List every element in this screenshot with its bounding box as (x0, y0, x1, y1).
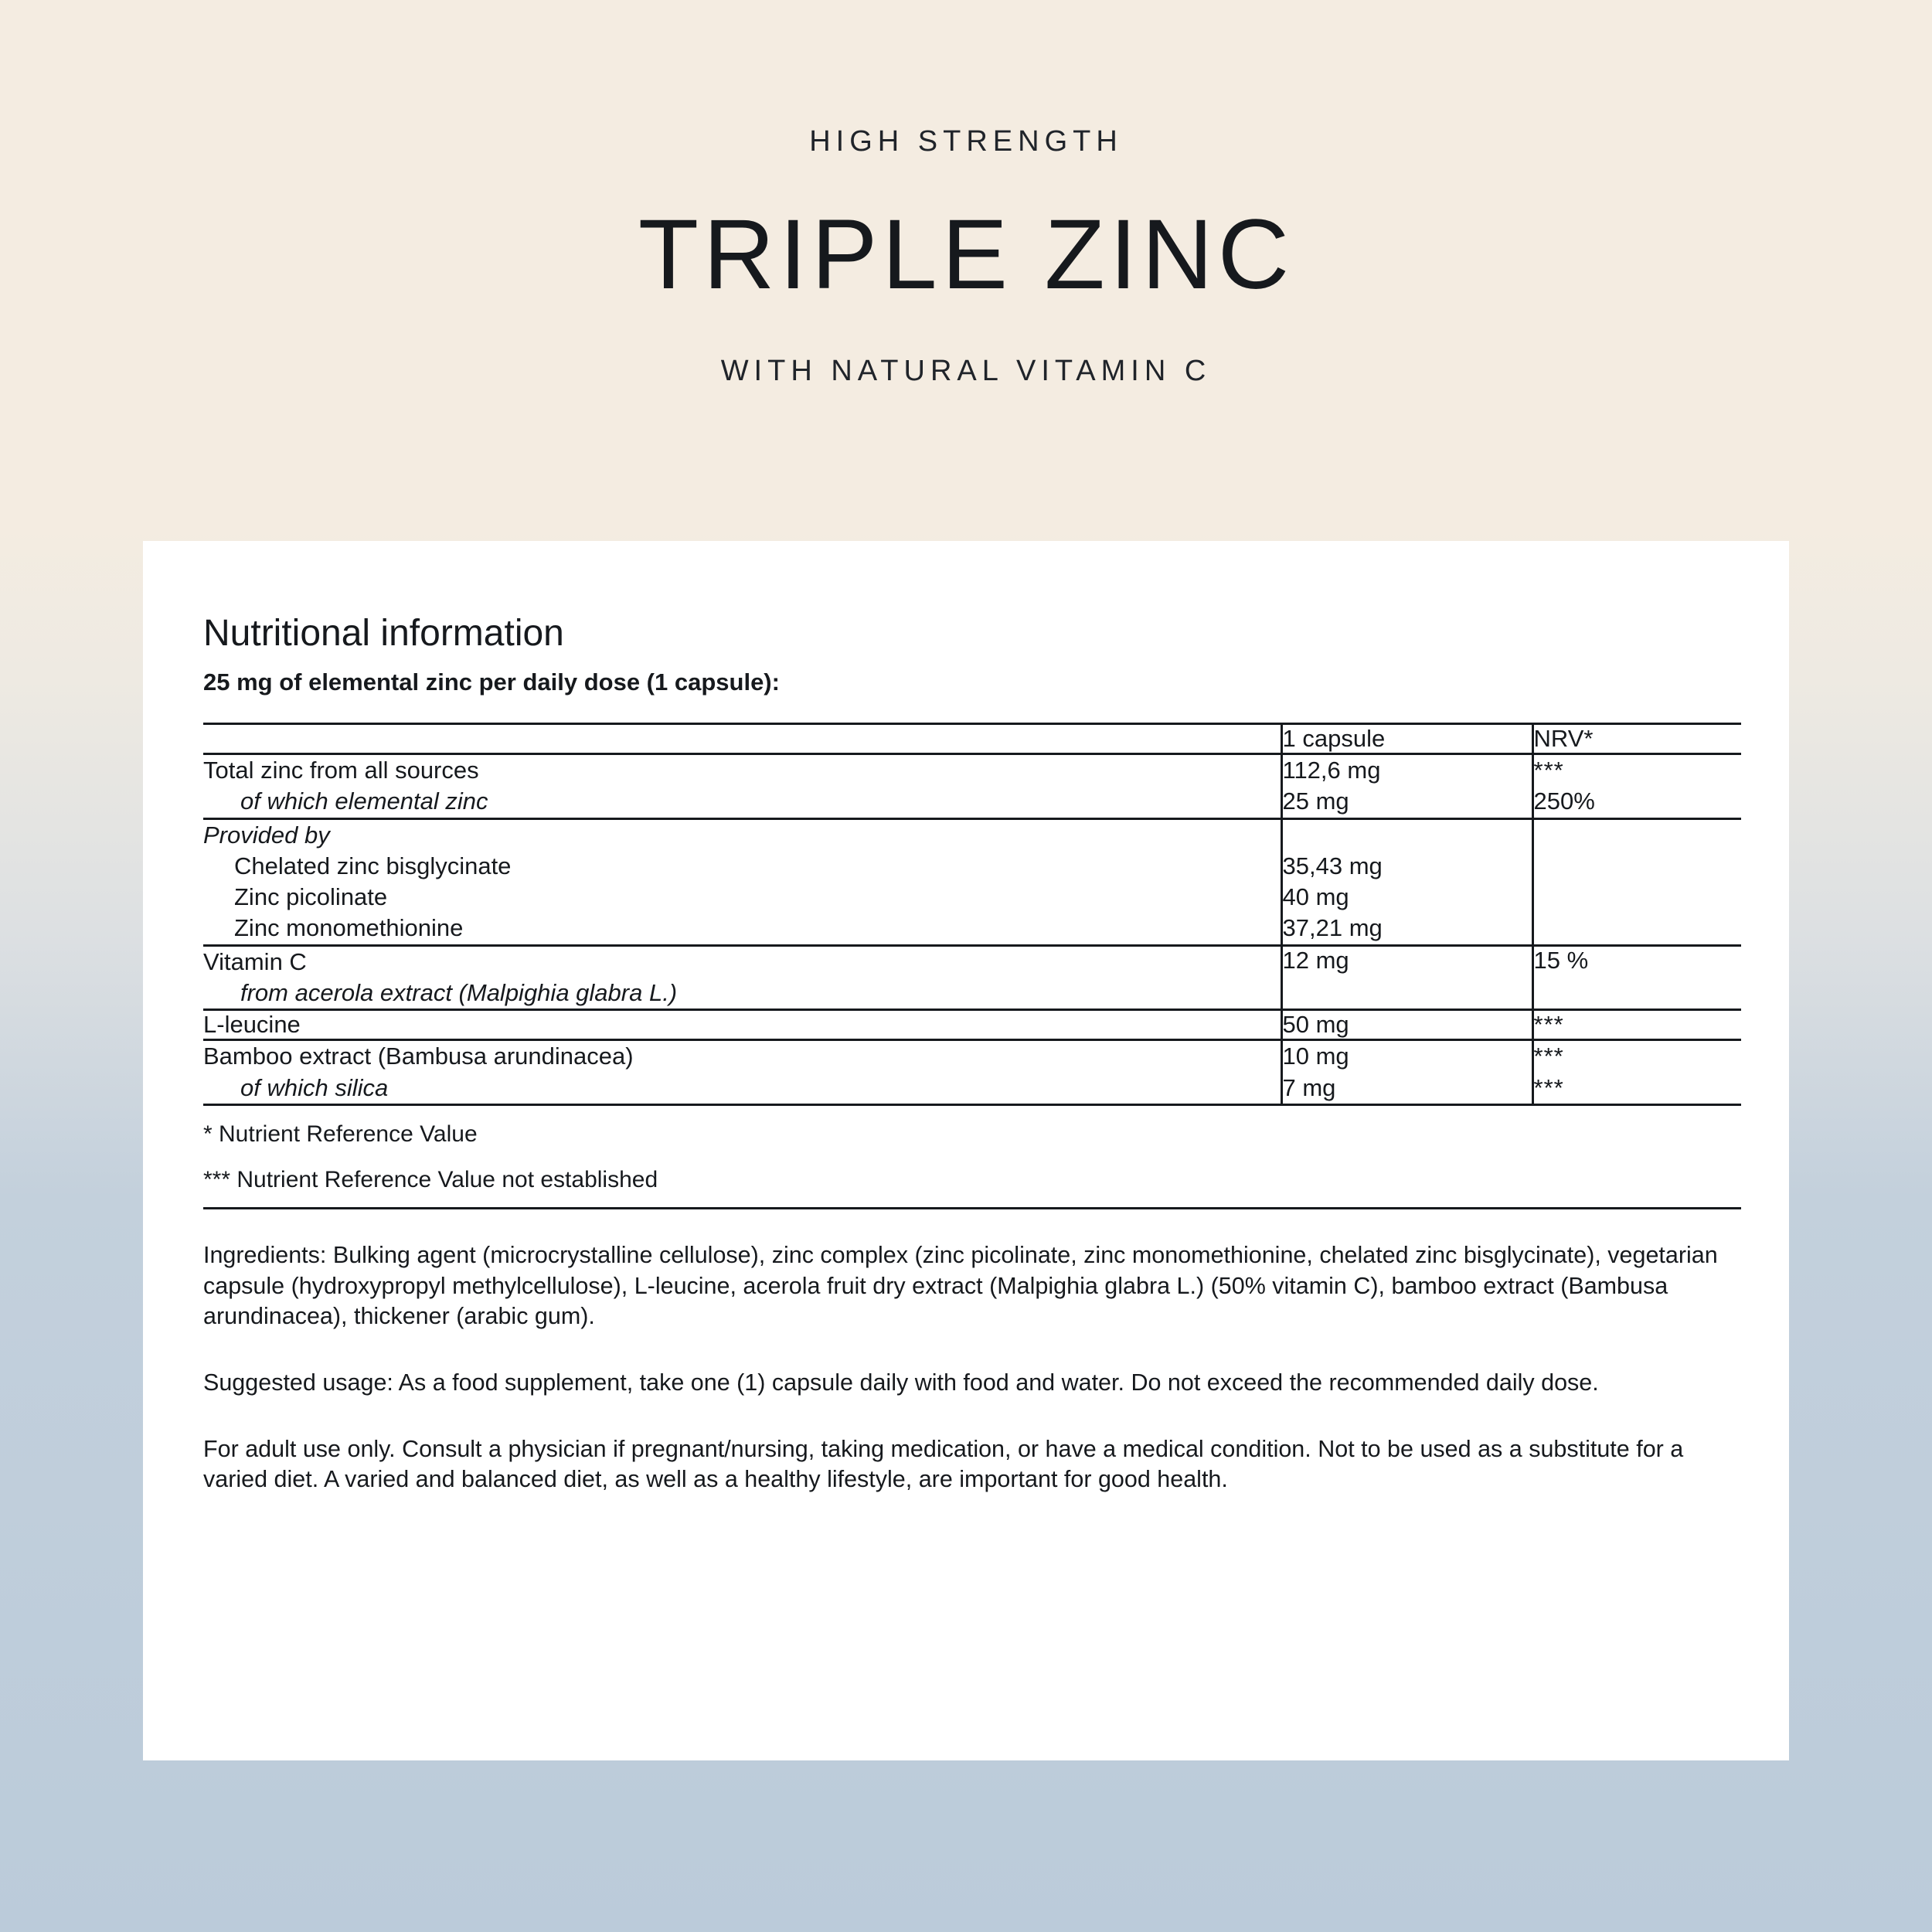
row-item-amount: 40 mg (1282, 883, 1349, 911)
nutrition-table (203, 723, 1741, 1106)
row-item-label: Zinc picolinate (234, 883, 388, 911)
row-sublabel: from acerola extract (Malpighia glabra L.) (240, 979, 678, 1007)
table-header-blank (203, 724, 1281, 754)
footnote-nrv: * Nutrient Reference Value (203, 1121, 478, 1147)
row-nrv: *** (1533, 1043, 1564, 1070)
warning-text: For adult use only. Consult a physician if pregnant/nursing, taking medication, or have a medical condition. Not to be used as a substitute for a varied diet. A varied and balanced diet, as well as a healthy lifestyle, are important for good health. (203, 1435, 1684, 1493)
product-title: TRIPLE ZINC (638, 199, 1294, 310)
eyebrow-text: HIGH STRENGTH (809, 125, 1123, 158)
table-row (203, 754, 1741, 819)
footnote-nrv-not-established: *** Nutrient Reference Value not established (203, 1166, 658, 1192)
row-amount: 10 mg (1282, 1043, 1349, 1070)
row-nrv-l-leucine: *** (1532, 1010, 1741, 1040)
info-panel (143, 541, 1789, 1760)
row-label: Bamboo extract (Bambusa arundinacea) (203, 1043, 634, 1070)
row-label: Provided by (203, 821, 330, 849)
row-name-vitamin-c (203, 945, 1281, 1010)
row-amount-provided-by (1281, 818, 1532, 945)
table-row (203, 818, 1741, 945)
row-amount-sub: 7 mg (1282, 1073, 1336, 1101)
product-subtitle: WITH NATURAL VITAMIN C (720, 355, 1212, 388)
row-nrv: *** (1533, 757, 1564, 784)
table-header-nrv: NRV* (1532, 724, 1741, 754)
row-name-total-zinc (203, 754, 1281, 819)
row-label: Total zinc from all sources (203, 757, 479, 784)
row-nrv-sub: *** (1533, 1073, 1564, 1101)
row-name-provided-by (203, 818, 1281, 945)
row-amount-sub: 25 mg (1282, 787, 1349, 815)
table-row (203, 1040, 1741, 1105)
row-amount-total-zinc (1281, 754, 1532, 819)
row-sublabel: of which silica (240, 1073, 389, 1101)
row-name-l-leucine: L-leucine (203, 1010, 1281, 1040)
row-sublabel: of which elemental zinc (240, 787, 488, 815)
ingredients-text: Ingredients: Bulking agent (microcrystalline cellulose), zinc complex (zinc picolinate, zinc monomethionine, chelated zinc bisglycinate), vegetarian capsule (hydroxypropyl methylcellulose), L-leucine, acerola fruit dry extract (Malpighia glabra L.) (50% vitamin C), bamboo extract (Bambusa arundinacea), thickener (arabic gum). (203, 1242, 1718, 1330)
section-title: Nutritional information (203, 613, 564, 654)
row-nrv-vitamin-c: 15 % (1532, 945, 1741, 1010)
section-subtitle: 25 mg of elemental zinc per daily dose (1 capsule): (203, 668, 780, 696)
row-label: Vitamin C (203, 947, 307, 975)
row-nrv-sub: 250% (1533, 787, 1595, 815)
table-header-amount: 1 capsule (1281, 724, 1532, 754)
row-amount: 112,6 mg (1282, 757, 1381, 784)
table-header-row (203, 724, 1741, 754)
row-amount-vitamin-c: 12 mg (1281, 945, 1532, 1010)
row-item-amount: 35,43 mg (1282, 852, 1383, 879)
usage-text: Suggested usage: As a food supplement, take one (1) capsule daily with food and water. Do not exceed the recommended daily dose. (203, 1369, 1599, 1396)
table-row (203, 945, 1741, 1010)
row-name-bamboo (203, 1040, 1281, 1105)
row-amount-bamboo (1281, 1040, 1532, 1105)
row-nrv-bamboo (1532, 1040, 1741, 1105)
footnote-divider (203, 1207, 1741, 1209)
row-amount-l-leucine: 50 mg (1281, 1010, 1532, 1040)
row-item-label: Chelated zinc bisglycinate (234, 852, 512, 879)
row-nrv-total-zinc (1532, 754, 1741, 819)
row-item-amount: 37,21 mg (1282, 914, 1383, 942)
row-item-label: Zinc monomethionine (234, 914, 464, 942)
label-header (0, 0, 1932, 388)
table-row (203, 1010, 1741, 1040)
row-nrv-provided-by (1532, 818, 1741, 945)
